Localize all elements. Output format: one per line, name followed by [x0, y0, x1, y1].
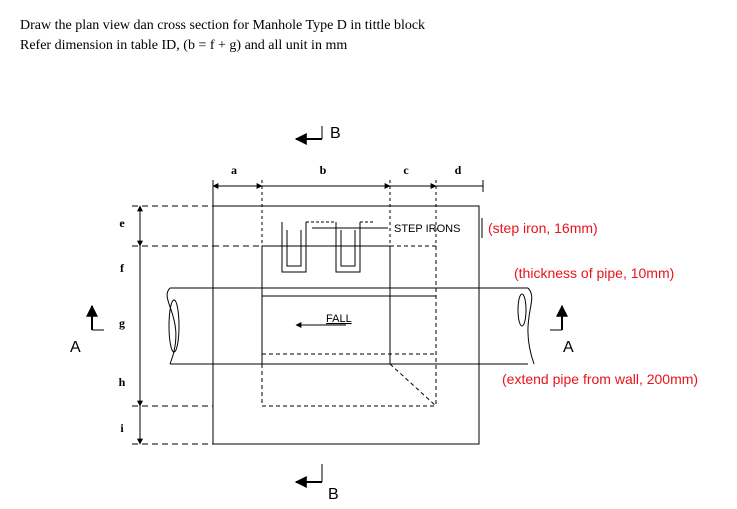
dim-label-b: b [319, 163, 327, 177]
inner-chamber-outline [262, 246, 390, 364]
dim-label-d: d [454, 163, 462, 177]
section-b-bottom-label: B [328, 486, 339, 503]
instruction-line-2: Refer dimension in table ID, (b = f + g) and all unit in mm [20, 38, 348, 53]
section-a-left-label: A [70, 339, 81, 356]
note-pipe-extend: (extend pipe from wall, 200mm) [502, 371, 699, 387]
section-b-top-label: B [330, 125, 341, 142]
section-a-left-arrow [92, 306, 104, 330]
dim-label-a: a [231, 163, 237, 177]
step-irons-label: STEP IRONS [394, 223, 461, 235]
section-a-right-arrow [550, 306, 562, 330]
dim-label-e: e [119, 216, 125, 230]
section-b-top-arrow [296, 126, 322, 139]
section-b-bottom-arrow [296, 464, 322, 482]
fall-label: FALL [326, 313, 352, 325]
dim-label-g: g [119, 316, 125, 330]
note-pipe-thickness: (thickness of pipe, 10mm) [514, 265, 675, 281]
note-step-iron: (step iron, 16mm) [488, 220, 598, 236]
dim-label-h: h [118, 375, 126, 389]
pipe-left-end [169, 300, 179, 352]
benching-slope [390, 364, 436, 406]
dim-label-c: c [403, 163, 409, 177]
pipe-left-break [167, 288, 176, 364]
section-a-right-label: A [563, 339, 574, 356]
dim-label-f: f [120, 261, 124, 275]
dim-label-i: i [120, 421, 124, 435]
pipe-right-break [528, 288, 534, 364]
pipe-right-end [518, 294, 526, 326]
instruction-line-1: Draw the plan view dan cross section for Manhole Type D in tittle block [20, 18, 426, 33]
step-irons [282, 222, 374, 272]
